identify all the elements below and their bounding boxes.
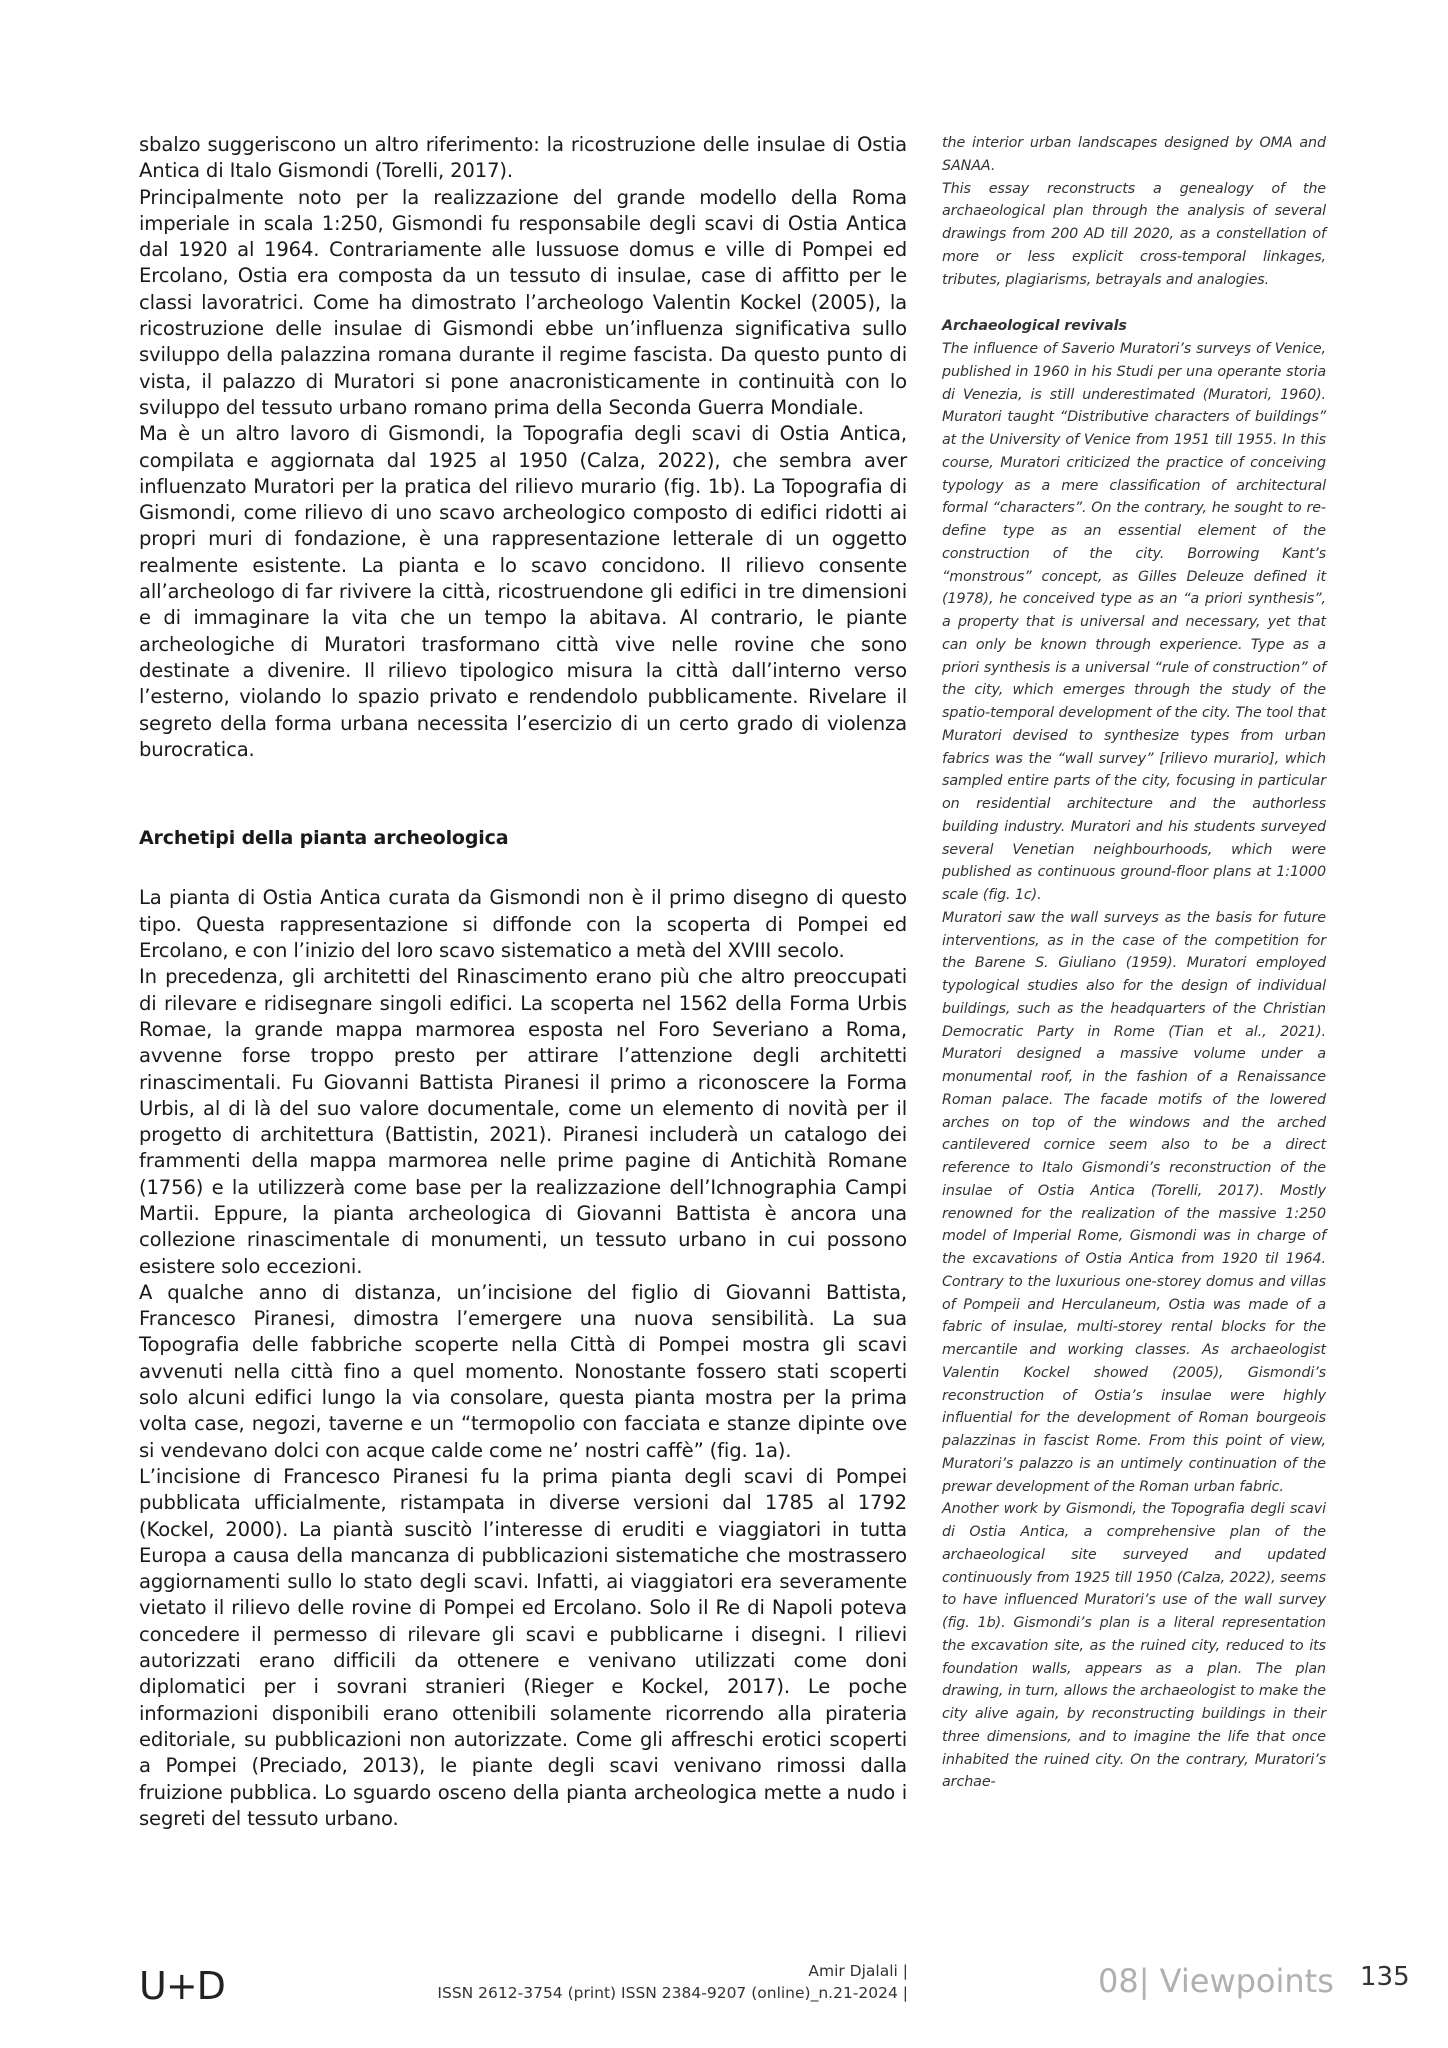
- paragraph: La pianta di Ostia Antica curata da Gismondi non è il primo disegno di questo tipo. Questa rappresentazione si diffonde con la scoperta di Pompei ed Ercolano, e con l’inizio del loro scavo sistematico a metà del XVIII secolo.: [139, 886, 907, 963]
- issn-line: ISSN 2612-3754 (print) ISSN 2384-9207 (online)_n.21-2024 |: [437, 1984, 908, 2002]
- paragraph: sbalzo suggeriscono un altro riferimento: la ricostruzione delle insulae di Ostia Antica di Italo Gismondi (Torelli, 2017).: [139, 133, 907, 183]
- paragraph: the interior urban landscapes designed by OMA and SANAA.: [942, 135, 1326, 174]
- paragraph: L’incisione di Francesco Piranesi fu la prima pianta degli scavi di Pompei pubblicata ufficialmente, ristampata in diverse versioni dal 1785 al 1792 (Kockel, 2000). La piantà suscitò l’interesse di eruditi e viaggiatori in tutta Europa a causa della mancanza di pubblicazioni sistematiche che mostrassero aggiornamenti sullo lo stato degli scavi. Infatti, ai viaggiatori era severamente vietato il rilievo delle rovine di Pompei ed Ercolano. Solo il Re di Napoli poteva concedere il permesso di rilevare gli scavi e pubblicarne i disegni. I rilievi autorizzati erano difficili da ottenere e venivano utilizzati come doni diplomatici per i sovrani stranieri (Rieger e Kockel, 2017). Le poche informazioni disponibili erano ottenibili solamente ricorrendo alla pirateria editoriale, su pubblicazioni non autorizzate. Come gli affreschi erotici scoperti a Pompei (Preciado, 2013), le piante degli scavi venivano rimossi dalla fruizione pubblica. Lo sguardo osceno della pianta archeologica mette a nudo i segreti del tessuto urbano.: [139, 1464, 907, 1830]
- paragraph: In precedenza, gli architetti del Rinascimento erano più che altro preoccupati di rilevare e ridisegnare singoli edifici. La scoperta nel 1562 della Forma Urbis Romae, la grande mappa marmorea esposta nel Foro Severiano a Roma, avvenne forse troppo presto per attirare l’attenzione degli architetti rinascimentali. Fu Giovanni Battista Piranesi il primo a riconoscere la Forma Urbis, al di là del suo valore documentale, come un elemento di novità per il progetto di architettura (Battistin, 2021). Piranesi includerà un catalogo dei frammenti della mappa marmorea nelle prime pagine di Antichità Romane (1756) e la utilizzerà come base per la realizzazione dell’Ichnographia Campi Martii. Eppure, la pianta archeologica di Giovanni Battista è ancora una collezione rinascimentale di monumenti, un tessuto urbano in cui possono esistere solo eccezioni.: [139, 965, 907, 1278]
- main-text-column: [139, 132, 907, 1832]
- translation-column: [942, 132, 1326, 1794]
- paragraph: Muratori saw the wall surveys as the basis for future interventions, as in the case of the competition for the Barene S. Giuliano (1959). Muratori employed typological studies also for the design of individual buildings, such as the headquarters of the Christian Democratic Party in Rome (Tian et al., 2021). Muratori designed a massive volume under a monumental roof, in the fashion of a Renaissance Roman palace. The facade motifs of the lowered arches on top of the windows and the arched cantilevered cornice seem also to be a direct reference to Italo Gismondi’s reconstruction of the insulae of Ostia Antica (Torelli, 2017). Mostly renowned for the realization of the massive 1:250 model of Imperial Rome, Gismondi was in charge of the excavations of Ostia Antica from 1920 til 1964. Contrary to the luxurious one-storey domus and villas of Pompeii and Herculaneum, Ostia was made of a fabric of insulae, multi-storey rental blocks for the mercantile and working classes. As archaeologist Valentin Kockel showed (2005), Gismondi’s reconstruction of Ostia’s insulae were highly influential for the development of Roman bourgeois palazzinas in fascist Rome. From this point of view, Muratori’s palazzo is an untimely continuation of the prewar development of the Roman urban fabric.: [942, 909, 1326, 1495]
- section-heading: Archaeological revivals: [942, 318, 1127, 335]
- paragraph: A qualche anno di distanza, un’incisione del figlio di Giovanni Battista, Francesco Piranesi, dimostra l’emergere una nuova sensibilità. La sua Topografia delle fabbriche scoperte nella Città di Pompei mostra gli scavi avvenuti nella città fino a quel momento. Nonostante fossero stati scoperti solo alcuni edifici lungo la via consolare, questa pianta mostra per la prima volta case, negozi, taverne e un “termopolio con facciata e stanze dipinte ove si vendevano dolci con acque calde come ne’ nostri caffè” (fig. 1a).: [139, 1280, 907, 1462]
- page-number: 135: [1360, 1962, 1410, 1992]
- author-name: Amir Djalali |: [808, 1962, 908, 1980]
- paragraph: Ma è un altro lavoro di Gismondi, la Topografia degli scavi di Ostia Antica, compilata e aggiornata dal 1925 al 1950 (Calza, 2022), che sembra aver influenzato Muratori per la pratica del rilievo murario (fig. 1b). La Topografia di Gismondi, come rilievo di uno scavo archeologico composto di edifici ridotti ai propri muri di fondazione, è una rappresentazione letterale di un oggetto realmente esistente. La pianta e lo scavo concidono. Il rilievo consente all’archeologo di far rivivere la città, ricostruendone gli edifici in tre dimensioni e di immaginare la vita che un tempo la abitava. Al contrario, le piante archeologiche di Muratori trasformano città vive nelle rovine che sono destinate a divenire. Il rilievo tipologico misura la città dall’interno verso l’esterno, violando lo spazio privato e rendendolo pubblicamente. Rivelare il segreto della forma urbana necessita l’esercizio di un certo grado di violenza burocratica.: [139, 422, 907, 761]
- journal-logo: U+D: [139, 1964, 225, 2008]
- paragraph: Another work by Gismondi, the Topografia degli scavi di Ostia Antica, a comprehensive plan of the archaeological site surveyed and updated continuously from 1925 till 1950 (Calza, 2022), seems to have influenced Muratori’s use of the wall survey (fig. 1b). Gismondi’s plan is a literal representation the excavation site, as the ruined city, reduced to its foundation walls, appears as a plan. The plan drawing, in turn, allows the archaeologist to make the city alive again, by reconstructing buildings in their three dimensions, and to imagine the life that once inhabited the ruined city. On the contrary, Muratori’s archae-: [942, 1501, 1326, 1791]
- paragraph: The influence of Saverio Muratori’s surveys of Venice, published in 1960 in his Studi per una operante storia di Venezia, is still underestimated (Muratori, 1960). Muratori taught “Distributive characters of buildings” at the University of Venice from 1951 till 1955. In this course, Muratori criticized the practice of conceiving typology as a mere classification of architectural formal “characters”. On the contrary, he sought to re-define type as an essential element of the construction of the city. Borrowing Kant’s “monstrous” concept, as Gilles Deleuze defined it (1978), he conceived type as an “a priori synthesis”, a property that is universal and necessary, yet that can only be known through experience. Type as a priori synthesis is a universal “rule of construction” of the city, which emerges through the study of the spatio-temporal development of the city. The tool that Muratori devised to synthesize types from urban fabrics was the “wall survey” [rilievo murario], which sampled entire parts of the city, focusing in particular on residential architecture and the authorless building industry. Muratori and his students surveyed several Venetian neighbourhoods, which were published as continuous ground-floor plans at 1:1000 scale (fig. 1c).: [942, 341, 1326, 903]
- footer-credits: [437, 1960, 908, 2004]
- section-heading: Archetipi della pianta archeologica: [139, 827, 509, 850]
- section-label: 08| Viewpoints: [1098, 1962, 1334, 2000]
- page-footer: [0, 1960, 1448, 2020]
- paragraph: This essay reconstructs a genealogy of the archaeological plan through the analysis of several drawings from 200 AD till 2020, as a constellation of more or less explicit cross-temporal linkages, tributes, plagiarisms, betrayals and analogies.: [942, 180, 1326, 288]
- paragraph: Principalmente noto per la realizzazione del grande modello della Roma imperiale in scala 1:250, Gismondi fu responsabile degli scavi di Ostia Antica dal 1920 al 1964. Contrariamente alle lussuose domus e ville di Pompei ed Ercolano, Ostia era composta da un tessuto di insulae, case di affitto per le classi lavoratrici. Come ha dimostrato l’archeologo Valentin Kockel (2005), la ricostruzione delle insulae di Gismondi ebbe un’influenza significativa sullo sviluppo della palazzina romana durante il regime fascista. Da questo punto di vista, il palazzo di Muratori si pone anacronisticamente in continuità con lo sviluppo del tessuto urbano romano prima della Seconda Guerra Mondiale.: [139, 185, 907, 419]
